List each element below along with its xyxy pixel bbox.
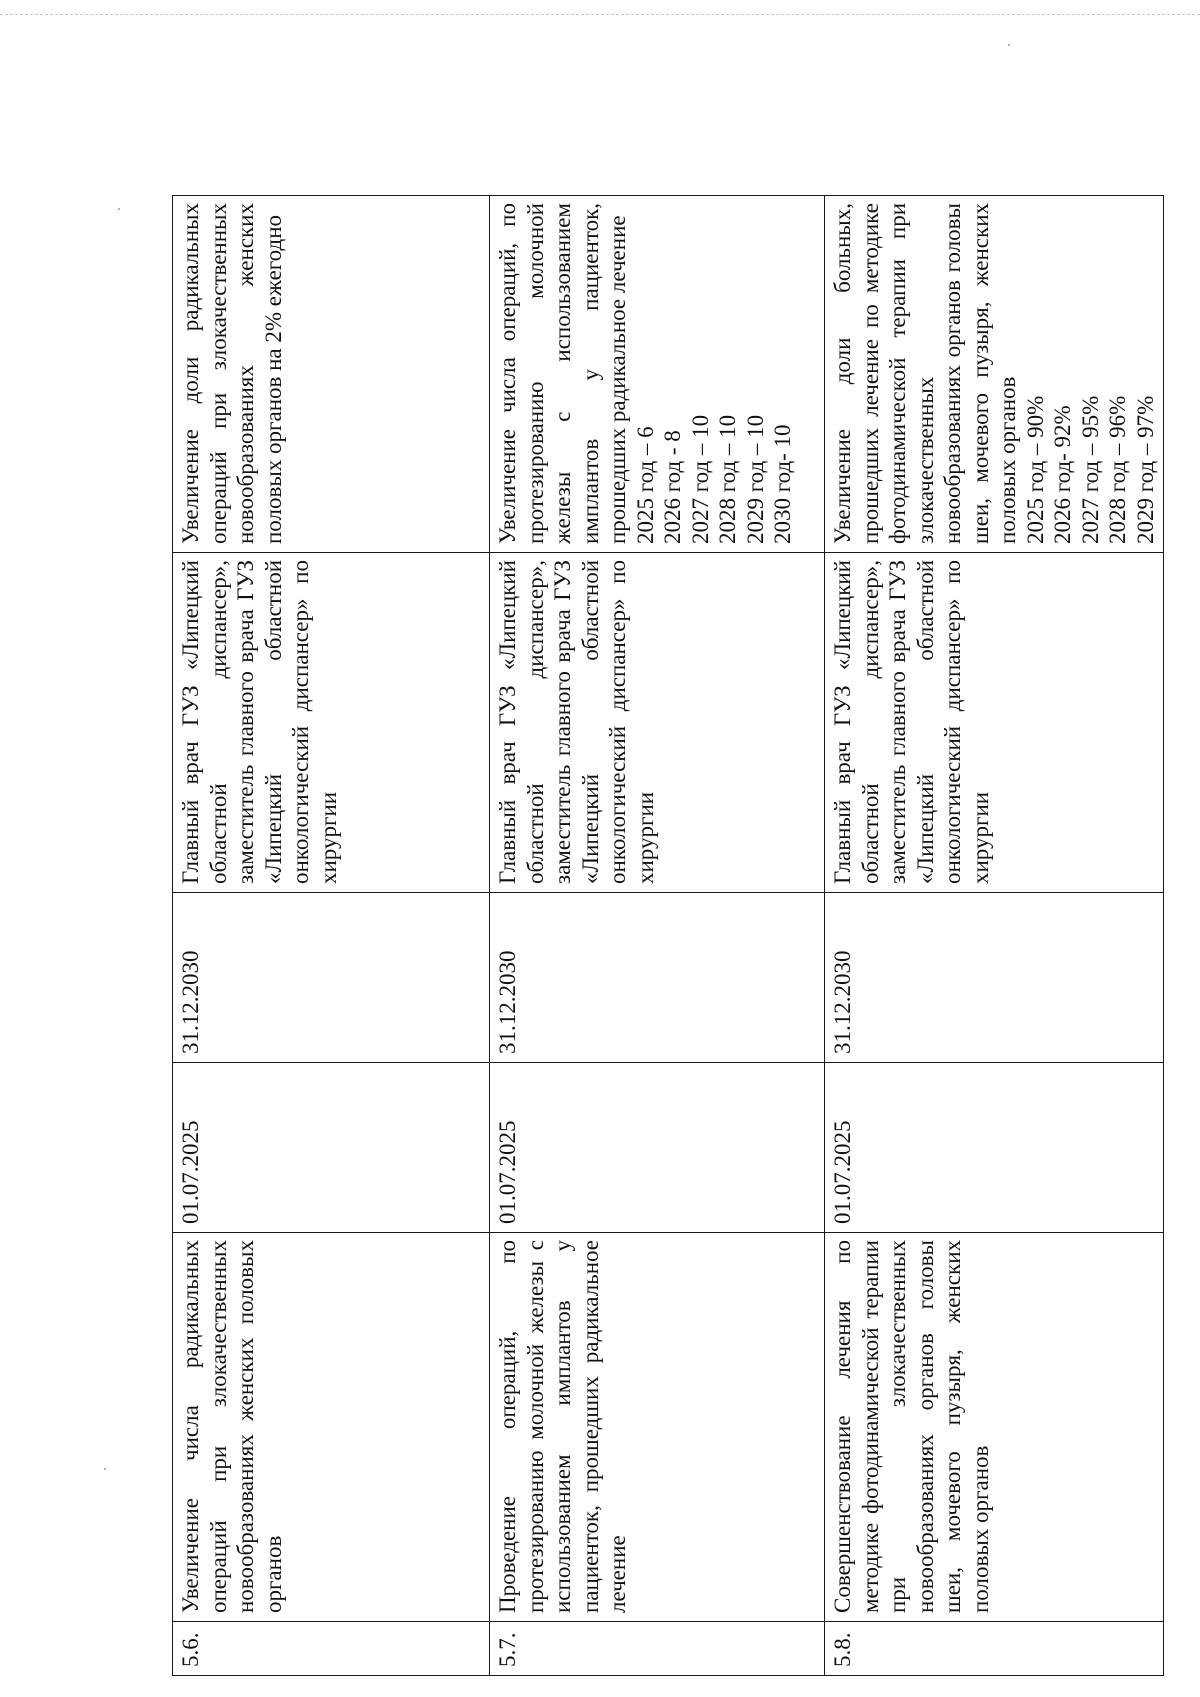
result-year-line: 2029 год – 10 xyxy=(742,414,768,544)
result-text: Увеличение доли больных, прошедших лечение по методике фотодинамической терапии при злокачественных новообразованиях органов головы шеи, мочевого пузыря, женских половых органов xyxy=(830,203,1020,544)
measure-name: Увеличение числа радикальных операций при злокачественных новообразованиях женских половых органов xyxy=(173,1233,490,1622)
end-date: 31.12.2030 xyxy=(173,893,490,1063)
scan-edge-line xyxy=(0,14,1200,15)
result-year-line: 2025 год – 6 xyxy=(632,426,658,544)
scan-speck xyxy=(118,208,120,210)
rotated-page-content xyxy=(172,196,1158,1676)
expected-result xyxy=(490,196,825,553)
table-row xyxy=(173,196,490,1676)
table-row xyxy=(825,196,1164,1676)
result-text: Увеличение числа операций, по протезированию молочной железы с использованием имплантов у пациенток, прошедших радикальное лечение xyxy=(495,203,630,544)
responsible-person: Главный врач ГУЗ «Липецкий областной диспансер», заместитель главного врача ГУЗ «Липецкий областной онкологический диспансер» по хирургии xyxy=(173,553,490,893)
row-number: 5.8. xyxy=(825,1622,1164,1676)
measure-name: Совершенствование лечения по методике фотодинамической терапии при злокачественных новообразованиях органов головы шеи, мочевого пузыря, женских половых органов xyxy=(825,1233,1164,1622)
start-date: 01.07.2025 xyxy=(490,1063,825,1233)
result-year-line: 2026 год - 8 xyxy=(660,430,685,544)
result-year-line: 2029 год – 97% xyxy=(1132,395,1158,544)
end-date: 31.12.2030 xyxy=(490,893,825,1063)
responsible-person: Главный врач ГУЗ «Липецкий областной диспансер», заместитель главного врача ГУЗ «Липецкий областной онкологический диспансер» по хирургии xyxy=(825,553,1164,893)
result-year-line: 2030 год- 10 xyxy=(770,424,795,544)
result-year-line: 2026 год- 92% xyxy=(1050,405,1075,544)
expected-result xyxy=(173,196,490,553)
table-row xyxy=(490,196,825,1676)
measures-table xyxy=(172,195,1164,1676)
scan-speck xyxy=(1008,44,1010,46)
start-date: 01.07.2025 xyxy=(825,1063,1164,1233)
result-text: Увеличение доли радикальных операций при злокачественных новообразованиях женских половых органов на 2% ежегодно xyxy=(178,203,286,544)
result-year-line: 2027 год – 95% xyxy=(1077,395,1103,544)
scan-speck xyxy=(104,1468,106,1470)
measure-name: Проведение операций, по протезированию молочной железы с использованием имплантов у пациенток, прошедших радикальное лечение xyxy=(490,1233,825,1622)
result-year-line: 2028 год – 10 xyxy=(715,414,740,544)
row-number: 5.7. xyxy=(490,1622,825,1676)
row-number: 5.6. xyxy=(173,1622,490,1676)
responsible-person: Главный врач ГУЗ «Липецкий областной диспансер», заместитель главного врача ГУЗ «Липецкий областной онкологический диспансер» по хирургии xyxy=(490,553,825,893)
result-year-line: 2028 год – 96% xyxy=(1105,395,1130,544)
table-rotation-frame xyxy=(172,196,1158,1676)
result-year-line: 2025 год – 90% xyxy=(1022,395,1048,544)
expected-result xyxy=(825,196,1164,553)
result-year-line: 2027 год – 10 xyxy=(687,414,713,544)
start-date: 01.07.2025 xyxy=(173,1063,490,1233)
end-date: 31.12.2030 xyxy=(825,893,1164,1063)
